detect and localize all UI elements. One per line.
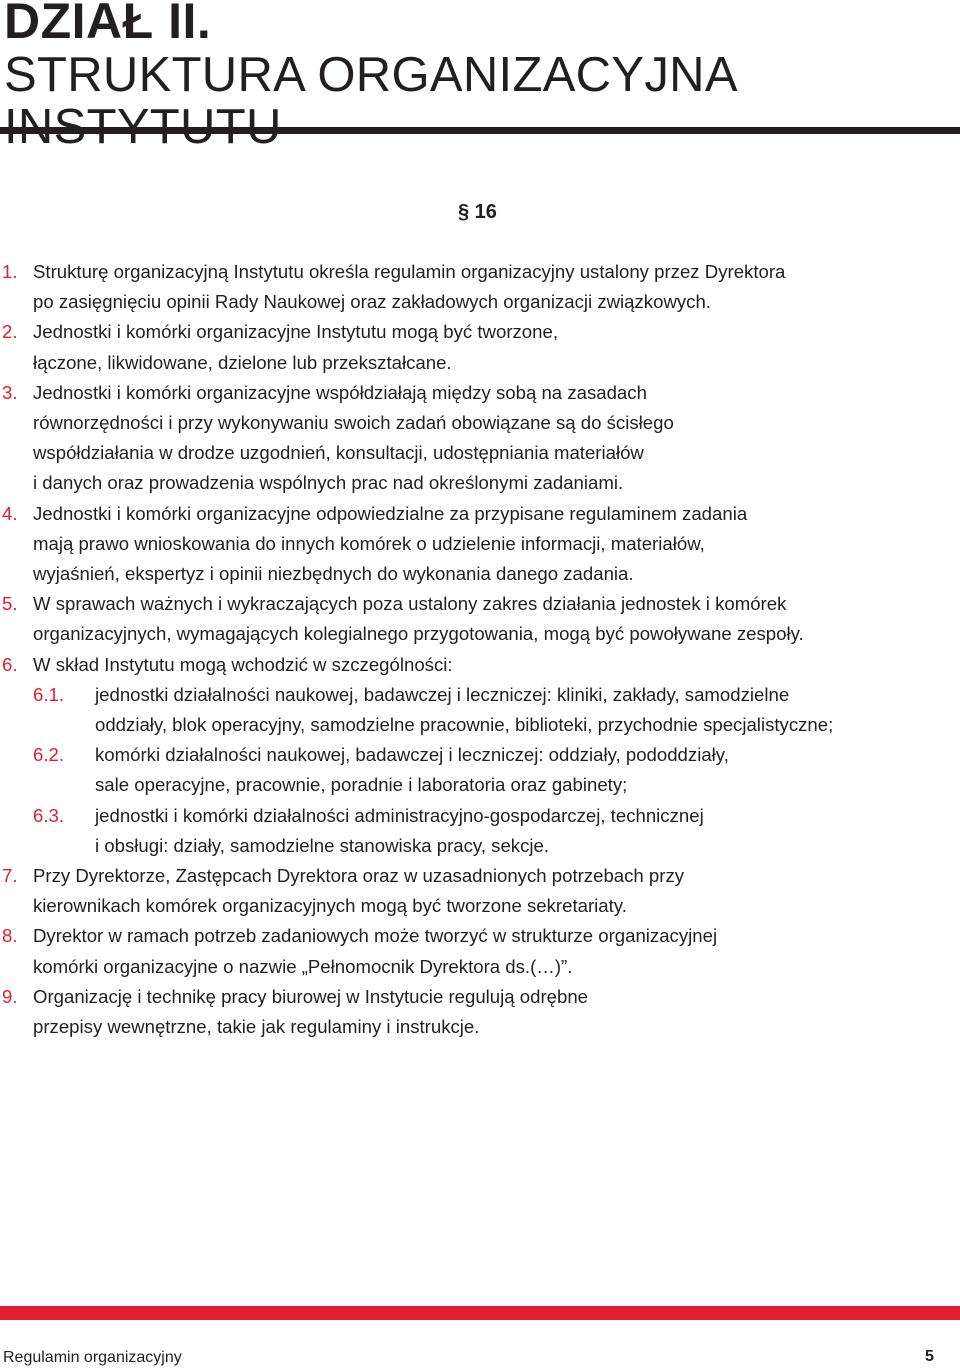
page-number: 5 <box>925 1348 934 1365</box>
list-item-number: 5. <box>2 593 18 615</box>
list-item-number: 7. <box>2 865 18 887</box>
heading-divider <box>0 127 960 134</box>
list-item <box>0 317 960 377</box>
list-item-number: 6. <box>2 653 18 675</box>
list-item-line: Jednostki i komórki organizacyjne Instytutu mogą być tworzone, <box>33 321 559 343</box>
list-item-number: 4. <box>2 502 18 524</box>
sub-list-item-line: sale operacyjne, pracownie, poradnie i laboratoria oraz gabinety; <box>95 774 628 796</box>
list-item-line: organizacyjnych, wymagających kolegialnego przygotowania, mogą być powoływane zespoły. <box>33 623 804 645</box>
paragraph-number: § 16 <box>458 201 497 223</box>
list-item-line: Jednostki i komórki organizacyjne współdziałają między sobą na zasadach <box>33 381 647 403</box>
list-item-line: równorzędności i przy wykonywaniu swoich zadań obowiązane są do ścisłego <box>33 412 674 434</box>
sub-list-item-line: oddziały, blok operacyjny, samodzielne pracownie, biblioteki, przychodnie specjalistyczne; <box>95 714 834 736</box>
regulation-body <box>0 257 960 1042</box>
list-item-line: Jednostki i komórki organizacyjne odpowiedzialne za przypisane regulaminem zadania <box>33 502 748 524</box>
list-item <box>0 378 960 499</box>
list-item-line: Dyrektor w ramach potrzeb zadaniowych może tworzyć w strukturze organizacyjnej <box>33 925 718 947</box>
list-item-number: 9. <box>2 985 18 1007</box>
list-item <box>0 257 960 317</box>
list-item-number: 3. <box>2 381 18 403</box>
list-item-line: mają prawo wnioskowania do innych komórek o udzielenie informacji, materiałów, <box>33 532 705 554</box>
list-item-line: Organizację i technikę pracy biurowej w Instytucie regulują odrębne <box>33 985 589 1007</box>
list-item-line: komórki organizacyjne o nazwie „Pełnomocnik Dyrektora ds.(…)”. <box>33 955 573 977</box>
list-item-line: W skład Instytutu mogą wchodzić w szczególności: <box>33 653 453 675</box>
chapter-number: DZIAŁ II. <box>4 0 212 49</box>
sub-list-item <box>33 680 960 740</box>
sub-list-item <box>33 801 960 861</box>
sub-list-item-line: jednostki działalności naukowej, badawczej i leczniczej: kliniki, zakłady, samodzielne <box>95 683 790 705</box>
list-item-line: łączone, likwidowane, dzielone lub przekształcane. <box>33 351 452 373</box>
sub-list-item-line: komórki działalności naukowej, badawczej i leczniczej: oddziały, pododdziały, <box>95 744 729 766</box>
sub-list-item-line: jednostki i komórki działalności administracyjno-gospodarczej, technicznej <box>95 804 704 826</box>
list-item <box>0 589 960 649</box>
list-item-number: 8. <box>2 925 18 947</box>
list-item-line: przepisy wewnętrzne, takie jak regulaminy i instrukcje. <box>33 1016 480 1038</box>
footer-document-name: Regulamin organizacyjny <box>3 1349 182 1366</box>
list-item-number: 1. <box>2 261 18 282</box>
list-item-line: kierownikach komórek organizacyjnych mogą być tworzone sekretariaty. <box>33 895 627 917</box>
list-item <box>0 982 960 1042</box>
list-item <box>0 650 960 861</box>
list-item <box>0 921 960 981</box>
chapter-title: STRUKTURA ORGANIZACYJNA <box>4 48 736 102</box>
sub-list-item-number: 6.3. <box>33 804 65 826</box>
list-item-line: Strukturę organizacyjną Instytutu określa regulamin organizacyjny ustalony przez Dyrektora <box>33 261 786 282</box>
list-item-line: Przy Dyrektorze, Zastępcach Dyrektora oraz w uzasadnionych potrzebach przy <box>33 865 685 887</box>
list-item-line: W sprawach ważnych i wykraczających poza ustalony zakres działania jednostek i komórek <box>33 593 787 615</box>
sub-list-item-line: i obsługi: działy, samodzielne stanowiska pracy, sekcje. <box>95 834 550 856</box>
list-item <box>0 499 960 590</box>
footer-divider <box>0 1306 960 1320</box>
sub-list-item <box>33 740 960 800</box>
list-item-line: i danych oraz prowadzenia wspólnych prac nad określonymi zadaniami. <box>33 472 624 494</box>
list-item-line: po zasięgnięciu opinii Rady Naukowej oraz zakładowych organizacji związkowych. <box>33 291 711 313</box>
list-item <box>0 861 960 921</box>
list-item-number: 2. <box>2 321 18 343</box>
list-item-line: wyjaśnień, ekspertyz i opinii niezbędnych do wykonania danego zadania. <box>33 563 634 585</box>
sub-list-item-number: 6.1. <box>33 683 65 705</box>
sub-list-item-number: 6.2. <box>33 744 65 766</box>
list-item-line: współdziałania w drodze uzgodnień, konsultacji, udostępniania materiałów <box>33 442 644 464</box>
